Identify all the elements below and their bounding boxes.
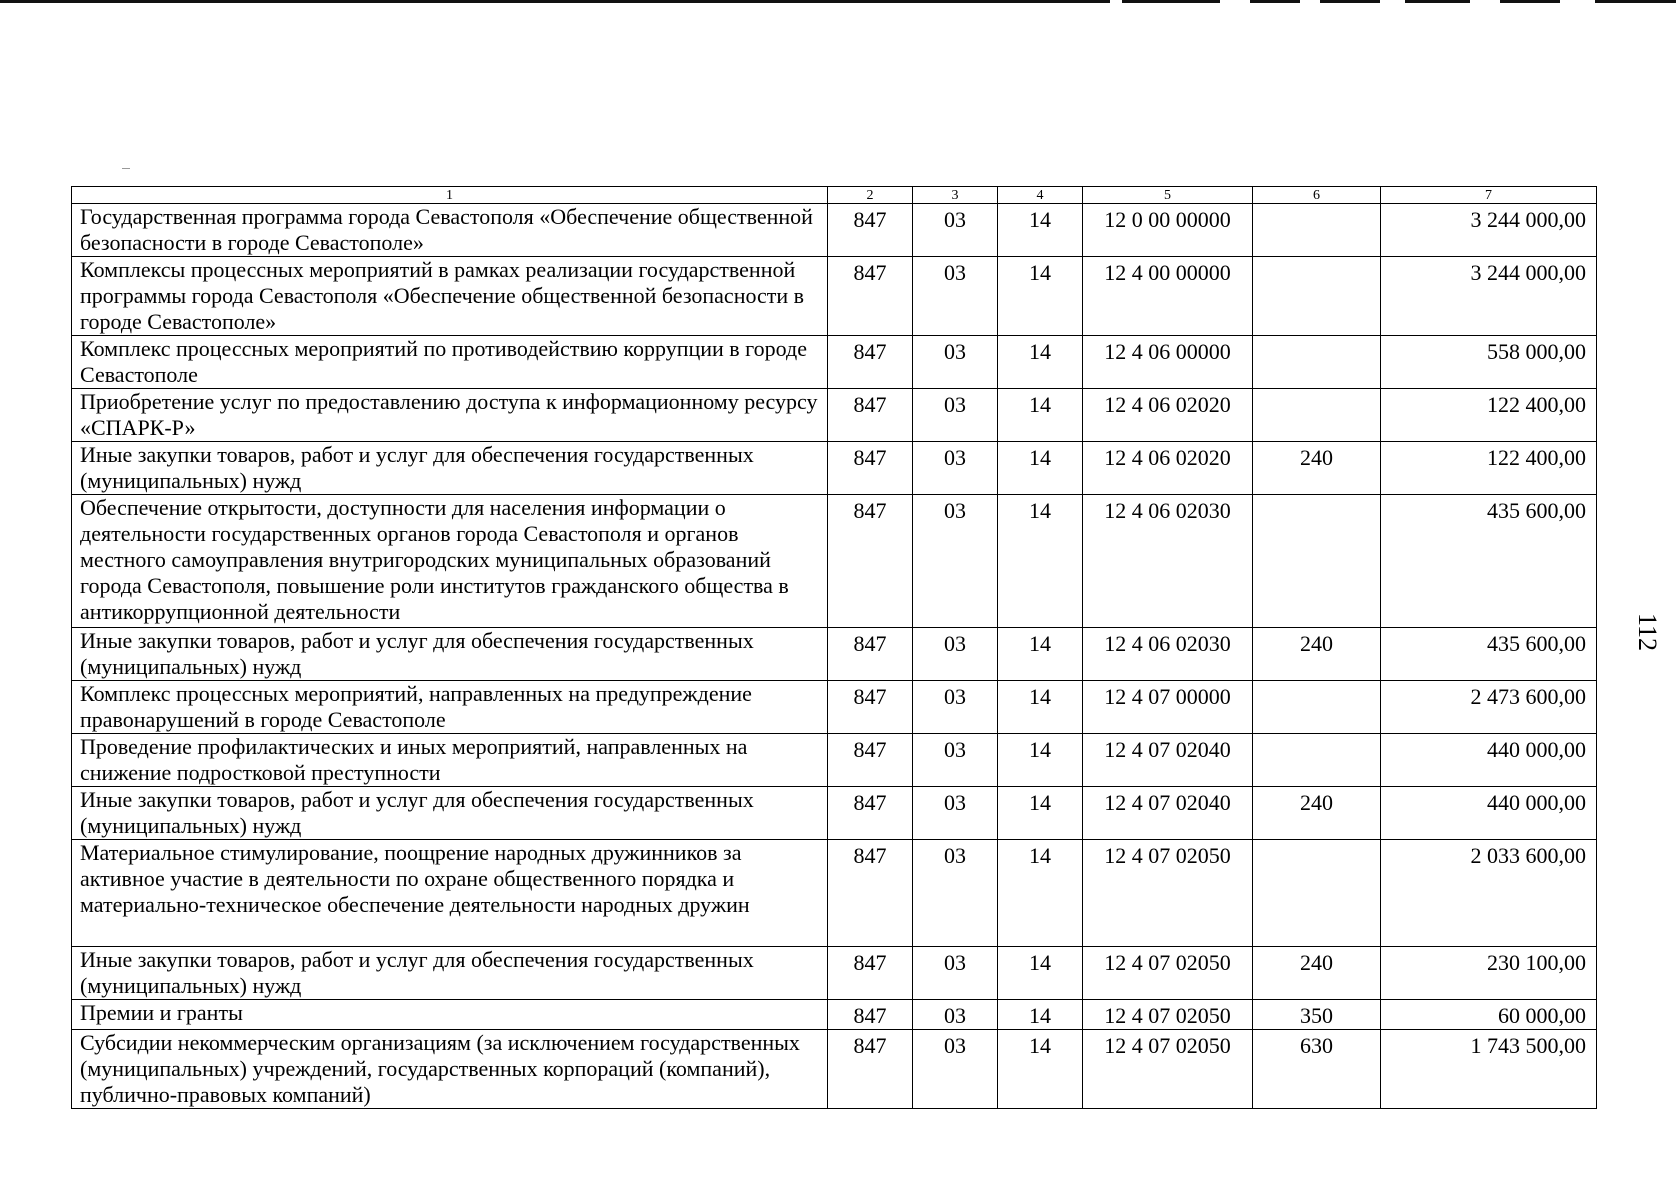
- amount-cell: 435 600,00: [1381, 495, 1597, 628]
- amount-cell: 3 244 000,00: [1381, 257, 1597, 336]
- item-name-cell: Проведение профилактических и иных мероприятий, направленных на снижение подростковой преступности: [72, 734, 828, 787]
- amount-cell: 3 244 000,00: [1381, 204, 1597, 257]
- expense-type-code-cell: 240: [1253, 442, 1381, 495]
- item-name-cell: Материальное стимулирование, поощрение народных дружинников за активное участие в деятельности по охране общественного порядка и материально-техническое обеспечение деятельности народных дружин: [72, 840, 828, 947]
- scan-edge-gap: [1110, 0, 1122, 3]
- scan-edge-gap: [1300, 0, 1320, 3]
- ministry-code-cell: 847: [828, 1030, 913, 1109]
- target-article-code-cell: 12 4 07 02050: [1083, 1000, 1253, 1030]
- section-code-cell: 03: [913, 336, 998, 389]
- section-code-cell: 03: [913, 1000, 998, 1030]
- amount-cell: 440 000,00: [1381, 787, 1597, 840]
- target-article-code-cell: 12 4 07 02050: [1083, 1030, 1253, 1109]
- subsection-code-cell: 14: [998, 495, 1083, 628]
- column-header: 4: [998, 187, 1083, 204]
- ministry-code-cell: 847: [828, 257, 913, 336]
- expense-type-code-cell: [1253, 204, 1381, 257]
- expense-type-code-cell: 350: [1253, 1000, 1381, 1030]
- amount-cell: 122 400,00: [1381, 389, 1597, 442]
- expense-type-code-cell: 630: [1253, 1030, 1381, 1109]
- item-name-cell: Иные закупки товаров, работ и услуг для обеспечения государственных (муниципальных) нужд: [72, 442, 828, 495]
- section-code-cell: 03: [913, 495, 998, 628]
- section-code-cell: 03: [913, 734, 998, 787]
- ministry-code-cell: 847: [828, 495, 913, 628]
- amount-cell: 1 743 500,00: [1381, 1030, 1597, 1109]
- expense-type-code-cell: 240: [1253, 628, 1381, 681]
- section-code-cell: 03: [913, 628, 998, 681]
- subsection-code-cell: 14: [998, 389, 1083, 442]
- table-row: [72, 628, 1597, 681]
- expense-type-code-cell: [1253, 257, 1381, 336]
- ministry-code-cell: 847: [828, 336, 913, 389]
- target-article-code-cell: 12 4 07 02050: [1083, 840, 1253, 947]
- item-name-cell: Приобретение услуг по предоставлению доступа к информационному ресурсу «СПАРК-Р»: [72, 389, 828, 442]
- subsection-code-cell: 14: [998, 787, 1083, 840]
- table-row: [72, 734, 1597, 787]
- section-code-cell: 03: [913, 442, 998, 495]
- section-code-cell: 03: [913, 840, 998, 947]
- amount-cell: 440 000,00: [1381, 734, 1597, 787]
- column-header: 3: [913, 187, 998, 204]
- amount-cell: 230 100,00: [1381, 947, 1597, 1000]
- subsection-code-cell: 14: [998, 840, 1083, 947]
- table-row: [72, 389, 1597, 442]
- target-article-code-cell: 12 4 07 00000: [1083, 681, 1253, 734]
- section-code-cell: 03: [913, 681, 998, 734]
- item-name-cell: Комплекс процессных мероприятий, направленных на предупреждение правонарушений в городе Севастополе: [72, 681, 828, 734]
- amount-cell: 60 000,00: [1381, 1000, 1597, 1030]
- expense-type-code-cell: [1253, 495, 1381, 628]
- column-header: 5: [1083, 187, 1253, 204]
- scan-edge-gap: [1560, 0, 1595, 3]
- ministry-code-cell: 847: [828, 681, 913, 734]
- table-row: [72, 442, 1597, 495]
- table-row: [72, 681, 1597, 734]
- subsection-code-cell: 14: [998, 734, 1083, 787]
- subsection-code-cell: 14: [998, 947, 1083, 1000]
- section-code-cell: 03: [913, 389, 998, 442]
- ministry-code-cell: 847: [828, 389, 913, 442]
- amount-cell: 122 400,00: [1381, 442, 1597, 495]
- expense-type-code-cell: 240: [1253, 947, 1381, 1000]
- column-number-row: [72, 187, 1597, 204]
- target-article-code-cell: 12 4 06 02020: [1083, 442, 1253, 495]
- table-row: [72, 787, 1597, 840]
- expense-type-code-cell: [1253, 336, 1381, 389]
- subsection-code-cell: 14: [998, 336, 1083, 389]
- ministry-code-cell: 847: [828, 204, 913, 257]
- ministry-code-cell: 847: [828, 628, 913, 681]
- item-name-cell: Обеспечение открытости, доступности для населения информации о деятельности государственных органов города Севастополя и органов местного самоуправления внутригородских муниципальных образований города Севастополя, повышение роли институтов гражданского общества в антикоррупционной деятельности: [72, 495, 828, 628]
- section-code-cell: 03: [913, 947, 998, 1000]
- target-article-code-cell: 12 4 07 02040: [1083, 734, 1253, 787]
- ministry-code-cell: 847: [828, 442, 913, 495]
- page-number: 112: [1633, 612, 1663, 652]
- ministry-code-cell: 847: [828, 840, 913, 947]
- target-article-code-cell: 12 4 07 02040: [1083, 787, 1253, 840]
- section-code-cell: 03: [913, 1030, 998, 1109]
- expense-type-code-cell: [1253, 734, 1381, 787]
- subsection-code-cell: 14: [998, 1000, 1083, 1030]
- table-row: [72, 336, 1597, 389]
- target-article-code-cell: 12 4 06 02020: [1083, 389, 1253, 442]
- item-name-cell: Государственная программа города Севастополя «Обеспечение общественной безопасности в городе Севастополе»: [72, 204, 828, 257]
- item-name-cell: Субсидии некоммерческим организациям (за исключением государственных (муниципальных) учреждений, государственных корпораций (компаний), публично-правовых компаний): [72, 1030, 828, 1109]
- column-header: 2: [828, 187, 913, 204]
- ministry-code-cell: 847: [828, 734, 913, 787]
- target-article-code-cell: 12 4 07 02050: [1083, 947, 1253, 1000]
- item-name-cell: Комплексы процессных мероприятий в рамках реализации государственной программы города Севастополя «Обеспечение общественной безопасности в городе Севастополе»: [72, 257, 828, 336]
- expense-type-code-cell: [1253, 389, 1381, 442]
- expense-type-code-cell: [1253, 681, 1381, 734]
- subsection-code-cell: 14: [998, 628, 1083, 681]
- target-article-code-cell: 12 4 06 02030: [1083, 495, 1253, 628]
- column-header: 6: [1253, 187, 1381, 204]
- subsection-code-cell: 14: [998, 1030, 1083, 1109]
- amount-cell: 2 473 600,00: [1381, 681, 1597, 734]
- subsection-code-cell: 14: [998, 442, 1083, 495]
- table-row: [72, 495, 1597, 628]
- item-name-cell: Комплекс процессных мероприятий по противодействию коррупции в городе Севастополе: [72, 336, 828, 389]
- target-article-code-cell: 12 4 06 00000: [1083, 336, 1253, 389]
- column-header: 1: [72, 187, 828, 204]
- section-code-cell: 03: [913, 257, 998, 336]
- scan-edge-gap: [1220, 0, 1250, 3]
- subsection-code-cell: 14: [998, 681, 1083, 734]
- target-article-code-cell: 12 4 00 00000: [1083, 257, 1253, 336]
- scan-speck: [122, 168, 130, 169]
- item-name-cell: Иные закупки товаров, работ и услуг для обеспечения государственных (муниципальных) нужд: [72, 947, 828, 1000]
- amount-cell: 558 000,00: [1381, 336, 1597, 389]
- table-row: [72, 1030, 1597, 1109]
- scan-edge-gap: [1470, 0, 1500, 3]
- amount-cell: 435 600,00: [1381, 628, 1597, 681]
- ministry-code-cell: 847: [828, 947, 913, 1000]
- subsection-code-cell: 14: [998, 204, 1083, 257]
- item-name-cell: Иные закупки товаров, работ и услуг для обеспечения государственных (муниципальных) нужд: [72, 787, 828, 840]
- expense-type-code-cell: [1253, 840, 1381, 947]
- table-row: [72, 840, 1597, 947]
- target-article-code-cell: 12 4 06 02030: [1083, 628, 1253, 681]
- target-article-code-cell: 12 0 00 00000: [1083, 204, 1253, 257]
- table-row: [72, 257, 1597, 336]
- item-name-cell: Иные закупки товаров, работ и услуг для обеспечения государственных (муниципальных) нужд: [72, 628, 828, 681]
- column-header: 7: [1381, 187, 1597, 204]
- section-code-cell: 03: [913, 787, 998, 840]
- section-code-cell: 03: [913, 204, 998, 257]
- table-row: [72, 204, 1597, 257]
- scan-edge-gap: [1380, 0, 1405, 3]
- table-row: [72, 947, 1597, 1000]
- ministry-code-cell: 847: [828, 1000, 913, 1030]
- item-name-cell: Премии и гранты: [72, 1000, 828, 1030]
- budget-table: [71, 186, 1597, 1109]
- table-row: [72, 1000, 1597, 1030]
- amount-cell: 2 033 600,00: [1381, 840, 1597, 947]
- expense-type-code-cell: 240: [1253, 787, 1381, 840]
- subsection-code-cell: 14: [998, 257, 1083, 336]
- scan-edge-top: [0, 0, 1676, 3]
- ministry-code-cell: 847: [828, 787, 913, 840]
